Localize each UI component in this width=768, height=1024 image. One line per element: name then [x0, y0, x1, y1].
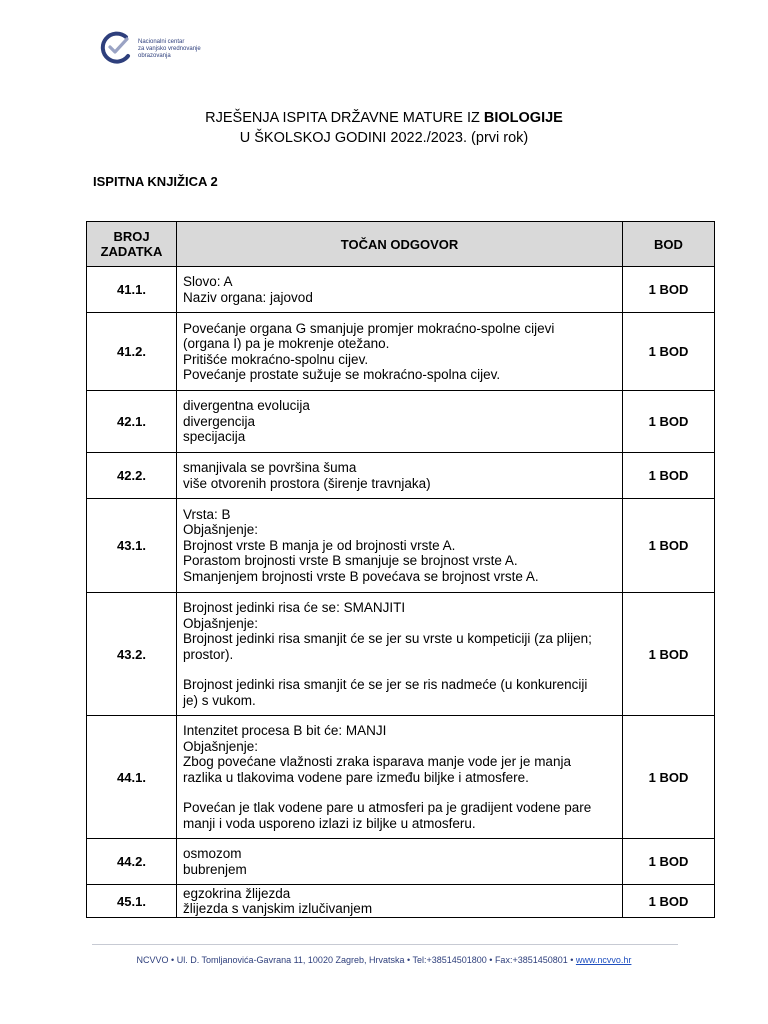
- points: 1 BOD: [623, 391, 715, 453]
- points: 1 BOD: [623, 839, 715, 885]
- header-correct-answer: TOČAN ODGOVOR: [177, 222, 623, 267]
- correct-answer: [177, 453, 623, 499]
- answer-line: divergentna evolucija: [183, 398, 310, 414]
- points: 1 BOD: [623, 313, 715, 391]
- table-row: [87, 267, 715, 313]
- answer-line: [183, 662, 616, 677]
- answer-line: Povećan je tlak vodene pare u atmosferi pa je gradijent vodene pare: [183, 800, 592, 815]
- correct-answer: [177, 267, 623, 313]
- task-number: 44.2.: [87, 839, 177, 885]
- header-number-line1: BROJ: [113, 229, 150, 244]
- task-number: 43.2.: [87, 593, 177, 716]
- correct-answer: [177, 885, 623, 918]
- answer-line: Brojnost jedinki risa smanjit će se jer se ris nadmeće (u konkurenciji: [183, 677, 588, 692]
- answer-line: Brojnost jedinki risa smanjit će se jer su vrste u kompeticiji (za plijen;: [183, 631, 592, 646]
- answer-line: Objašnjenje:: [183, 615, 259, 631]
- answer-line: (organa I) pa je mokrenje otežano.: [183, 336, 390, 351]
- title-subject: BIOLOGIJE: [483, 110, 563, 126]
- table-header-row: [87, 222, 715, 267]
- booklet-heading: ISPITNA KNJIŽICA 2: [93, 174, 218, 189]
- points: 1 BOD: [623, 453, 715, 499]
- header-number-line2: ZADATKA: [100, 244, 163, 259]
- correct-answer: [177, 839, 623, 885]
- answers-table: [86, 221, 715, 918]
- ncvvo-logo-icon: [98, 30, 134, 66]
- answer-line: Pritišće mokraćno-spolnu cijev.: [183, 351, 369, 367]
- answer-line: Objašnjenje:: [183, 738, 259, 754]
- header-points: BOD: [623, 222, 715, 267]
- task-number: 41.1.: [87, 267, 177, 313]
- answer-line: bubrenjem: [183, 861, 247, 877]
- answer-line: divergencija: [183, 413, 256, 429]
- answer-line: prostor).: [183, 646, 234, 662]
- answer-line: Brojnost jedinki risa će se: SMANJITI: [183, 600, 406, 615]
- title-prefix: RJEŠENJA ISPITA DRŽAVNE MATURE IZ: [205, 110, 484, 126]
- correct-answer: [177, 593, 623, 716]
- header-task-number: [87, 222, 177, 267]
- correct-answer: [177, 391, 623, 453]
- answer-line: smanjivala se površina šuma: [183, 460, 357, 475]
- footer: [0, 955, 768, 965]
- task-number: 43.1.: [87, 499, 177, 593]
- answer-line: Smanjenjem brojnosti vrste B povećava se brojnost vrste A.: [183, 568, 539, 584]
- footer-website-link[interactable]: www.ncvvo.hr: [575, 955, 632, 965]
- correct-answer: [177, 499, 623, 593]
- footer-divider: [92, 944, 678, 945]
- table-row: [87, 593, 715, 716]
- answer-line: egzokrina žlijezda: [183, 885, 291, 901]
- correct-answer: [177, 313, 623, 391]
- answer-line: manji i voda usporeno izlazi iz biljke u atmosferu.: [183, 815, 476, 831]
- answer-line: Vrsta: B: [183, 506, 231, 522]
- table-row: [87, 453, 715, 499]
- logo-line3: obrazovanja: [138, 53, 171, 59]
- logo-line1: Nacionalni centar: [138, 39, 185, 45]
- task-number: 42.2.: [87, 453, 177, 499]
- table-row: [87, 499, 715, 593]
- document-title-line1: [0, 110, 768, 126]
- answer-line: Povećanje prostate sužuje se mokraćno-spolna cijev.: [183, 367, 501, 382]
- answer-line: Brojnost vrste B manja je od brojnosti vrste A.: [183, 537, 456, 553]
- points: 1 BOD: [623, 593, 715, 716]
- table-row: [87, 391, 715, 453]
- task-number: 45.1.: [87, 885, 177, 918]
- points: 1 BOD: [623, 885, 715, 918]
- task-number: 42.1.: [87, 391, 177, 453]
- answer-line: žlijezda s vanjskim izlučivanjem: [183, 901, 373, 916]
- answer-line: Naziv organa: jajovod: [183, 289, 313, 305]
- answer-line: specijacija: [183, 429, 246, 445]
- answer-line: razlika u tlakovima vodene pare između biljke i atmosfere.: [183, 769, 529, 785]
- points: 1 BOD: [623, 716, 715, 839]
- answer-line: Povećanje organa G smanjuje promjer mokraćno-spolne cijevi: [183, 320, 555, 336]
- answer-line: Intenzitet procesa B bit će: MANJI: [183, 723, 387, 738]
- points: 1 BOD: [623, 499, 715, 593]
- answer-line: je) s vukom.: [183, 692, 256, 708]
- task-number: 41.2.: [87, 313, 177, 391]
- task-number: 44.1.: [87, 716, 177, 839]
- footer-text: NCVVO • Ul. D. Tomljanovića-Gavrana 11, 10020 Zagreb, Hrvatska • Tel:+38514501800 • Fax:+3851450801 •: [136, 955, 576, 965]
- correct-answer: [177, 716, 623, 839]
- table-row: [87, 716, 715, 839]
- answer-line: više otvorenih prostora (širenje travnjaka): [183, 475, 431, 491]
- points: 1 BOD: [623, 267, 715, 313]
- answer-line: Objašnjenje:: [183, 522, 259, 538]
- answer-line: Porastom brojnosti vrste B smanjuje se brojnost vrste A.: [183, 553, 518, 569]
- table-body: [87, 267, 715, 918]
- table-row: [87, 839, 715, 885]
- ncvvo-logo: [98, 30, 218, 70]
- answer-line: osmozom: [183, 846, 242, 861]
- logo-line2: za vanjsko vrednovanje: [138, 46, 201, 52]
- document-title-line2: U ŠKOLSKOJ GODINI 2022./2023. (prvi rok): [239, 130, 529, 146]
- answer-line: Slovo: A: [183, 274, 233, 289]
- answer-line: Zbog povećane vlažnosti zraka isparava manje vode jer je manja: [183, 754, 571, 769]
- logo-text: [138, 39, 201, 60]
- answer-line: [183, 785, 616, 800]
- table-row: [87, 313, 715, 391]
- table-row: [87, 885, 715, 918]
